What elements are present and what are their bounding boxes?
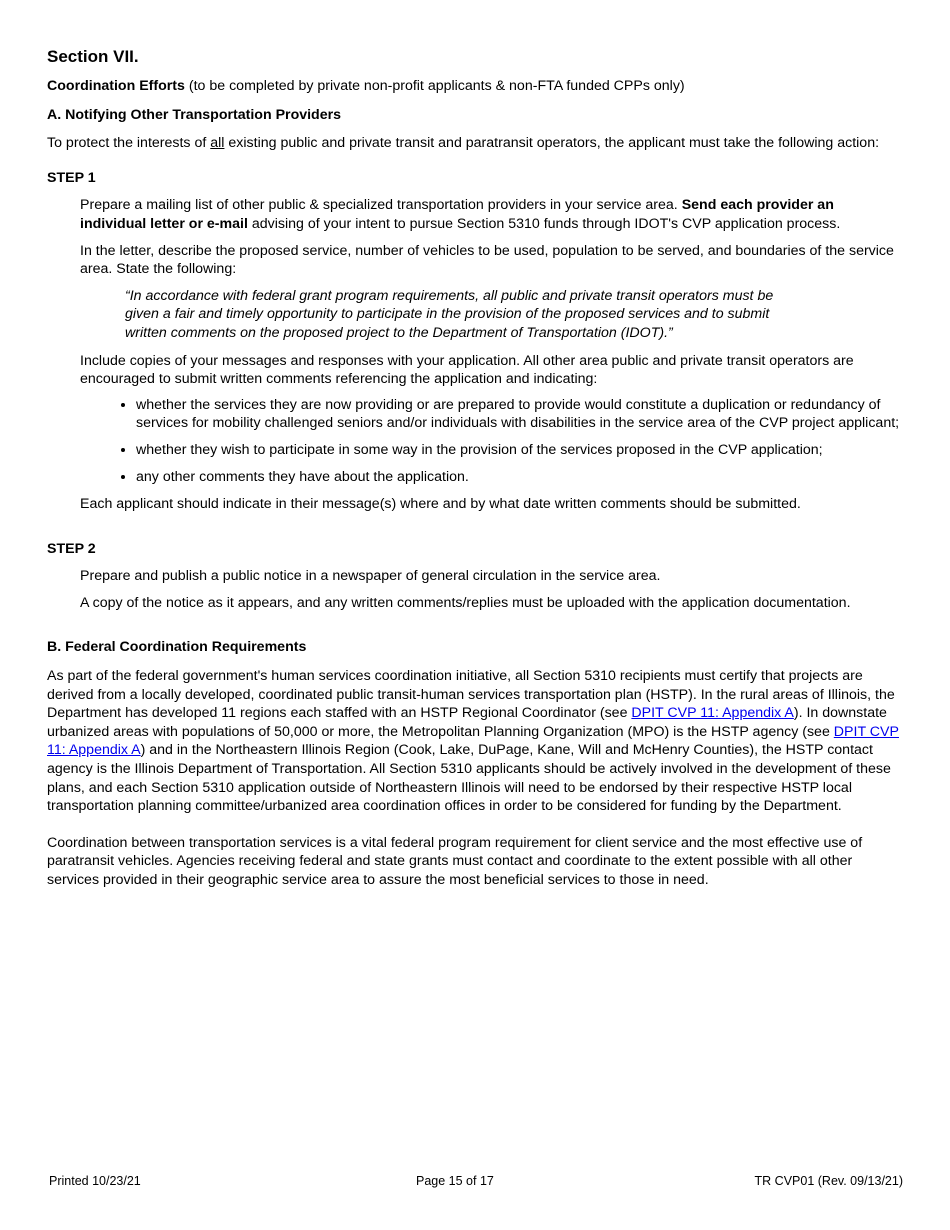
step2-paragraph-2: A copy of the notice as it appears, and any written comments/replies must be uploaded with the application documentation. bbox=[80, 594, 851, 611]
part-b-p1-c: ) and in the Northeastern Illinois Region (Cook, Lake, DuPage, Kane, Will and McHenry Counties), the HSTP contact agency is the Illinois Department of Transportation. All Section 5310 applicants should be actively involved in the development of these plans, and each Section 5310 application outside of Northeastern Illinois will need to be endorsed by their respective HSTP local transportation planning committee/urbanized area coordination offices in order to be considered for funding by the Department. bbox=[47, 742, 891, 815]
section-title: Section VII. bbox=[47, 47, 139, 66]
part-b-p1-a: As part of the federal government's human services coordination initiative, all Section 5310 recipients must certify that projects are derived from a locally developed, coordinated public transit-human services transportation plan (HSTP). In the rural areas of Illinois, the Department has developed 11 regions each staffed with an HSTP Regional Coordinator (see bbox=[47, 668, 895, 722]
step1-paragraph-2: In the letter, describe the proposed service, number of vehicles to be used, population to be served, and boundaries of the service area. State the following: bbox=[80, 242, 894, 278]
part-a-heading: A. Notifying Other Transportation Providers bbox=[47, 106, 342, 123]
coordination-efforts-line bbox=[47, 77, 903, 96]
step1-paragraph-4: Each applicant should indicate in their message(s) where and by what date written comments should be submitted. bbox=[80, 496, 801, 513]
step1-bullet-list bbox=[47, 396, 903, 486]
appendix-a-link-2[interactable]: DPIT CVP 11: Appendix A bbox=[47, 723, 899, 759]
intro-underlined-all: all bbox=[210, 135, 225, 152]
part-b-paragraph-1 bbox=[47, 667, 903, 816]
part-b-p1-b: ). In downstate urbanized areas with populations of 50,000 or more, the Metropolitan Planning Organization (MPO) is the HSTP agency (see bbox=[47, 705, 887, 740]
step1-paragraph-1 bbox=[80, 196, 903, 233]
step1-p1-bold: Send each provider an individual letter or e-mail bbox=[80, 197, 834, 232]
step2-label: STEP 2 bbox=[47, 540, 96, 557]
step1-p1-normal: Prepare a mailing list of other public & specialized transportation providers in your service area. bbox=[80, 197, 682, 214]
footer-form-number: TR CVP01 (Rev. 09/13/21) bbox=[754, 1174, 903, 1188]
list-item: • whether the services they are now providing or are prepared to provide would constitute a duplication or redundancy of services for mobility challenged seniors and/or individuals with disabilities in the service area of the CVP project applicant; bbox=[136, 396, 903, 433]
step1-p1-rest: advising of your intent to pursue Section 5310 funds through IDOT's CVP application process. bbox=[247, 215, 841, 232]
part-b-heading: B. Federal Coordination Requirements bbox=[47, 639, 307, 656]
footer-page-number: Page 15 of 17 bbox=[416, 1174, 494, 1188]
list-item: • any other comments they have about the application. bbox=[136, 468, 903, 487]
page-footer bbox=[49, 1172, 903, 1190]
step1-paragraph-3: Include copies of your messages and responses with your application. All other area public and private transit operators are encouraged to submit written comments referencing the application and indicating: bbox=[80, 352, 854, 388]
coordination-efforts-bold: Coordination Efforts bbox=[47, 78, 185, 94]
step2-paragraph-1: Prepare and publish a public notice in a newspaper of general circulation in the service area. bbox=[80, 568, 661, 585]
intro-text-pre: To protect the interests of bbox=[47, 135, 211, 152]
intro-text-post: existing public and private transit and paratransit operators, the applicant must take the following action: bbox=[224, 135, 880, 152]
footer-printed-date: Printed 10/23/21 bbox=[49, 1174, 141, 1188]
part-a-intro bbox=[47, 134, 903, 153]
step1-label: STEP 1 bbox=[47, 169, 96, 186]
part-b-paragraph-2: Coordination between transportation services is a vital federal program requirement for client service and the most effective use of paratransit vehicles. Agencies receiving federal and state grants must contact and coordinate to the extent possible with all other services provided in their geographic service area to assure the most beneficial services to those in need. bbox=[47, 834, 863, 888]
step1-quote: “In accordance with federal grant program requirements, all public and private transit operators must be given a fair and timely opportunity to participate in the provision of the proposed services and to submit written comments on the proposed project to the Department of Transportation (IDOT).” bbox=[125, 287, 774, 341]
appendix-a-link[interactable]: DPIT CVP 11: Appendix A bbox=[631, 705, 794, 722]
document-page bbox=[47, 46, 903, 908]
list-item: • whether they wish to participate in some way in the provision of the services proposed in the CVP application; bbox=[136, 441, 903, 460]
coordination-efforts-note: (to be completed by private non-profit applicants & non-FTA funded CPPs only) bbox=[184, 78, 685, 94]
